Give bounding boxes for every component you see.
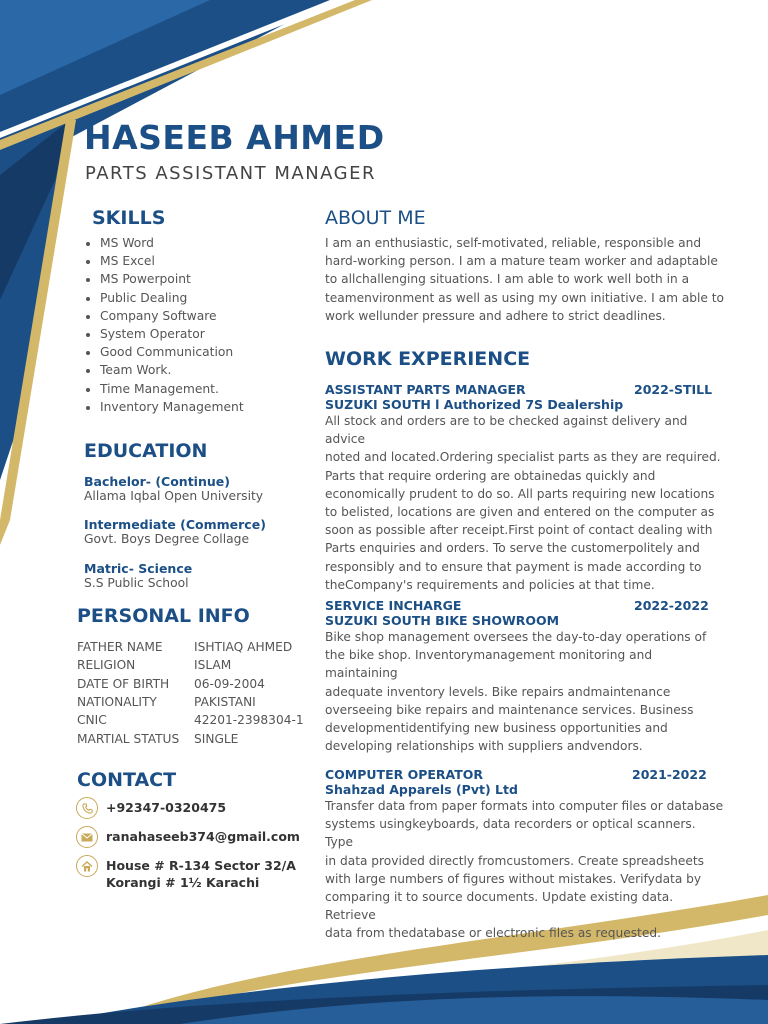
info-label: MARTIAL STATUS [77,732,180,746]
info-value: ISLAM [194,658,232,672]
info-label: CNIC [77,713,107,727]
education-item [84,474,263,503]
text-line: theCompany's requirements and policies at that time. [325,577,655,592]
text-line: data from thedatabase or electronic files as requested. [325,926,661,941]
contact-phone [76,797,226,819]
education-school: Allama Iqbal Open University [84,489,264,503]
job-company: Shahzad Apparels (Pvt) Ltd [325,782,518,797]
list-item: • Time Management. [100,380,244,398]
address [106,855,296,891]
text-line: developmentidentifying new business opportunities and [325,721,668,736]
text-line: to belisted, locations are given and entered on the computer as [325,505,715,520]
list-item: • MS Excel [100,252,244,270]
job-dates: 2021-2022 [632,767,707,782]
job-entry [325,767,725,943]
text-line: economically prudent to do so. All parts requiring new locations [325,486,715,501]
education-item [84,517,266,546]
about-text [325,234,725,325]
text-line: hard-working person. I am a mature team worker and adaptable [325,254,718,269]
skills-list [84,234,244,416]
job-description [325,628,725,755]
info-value: 06-09-2004 [194,677,265,691]
job-entry [325,598,725,755]
job-company: SUZUKI SOUTH BIKE SHOWROOM [325,613,560,628]
contact-address [76,855,296,891]
text-line: I am an enthusiastic, self-motivated, reliable, responsible and [325,236,702,250]
info-label: RELIGION [77,658,136,672]
info-label: DATE OF BIRTH [77,677,170,691]
job-dates: 2022-2022 [634,598,709,613]
job-description [325,412,725,594]
text-line: adequate inventory levels. Bike repairs andmaintenance [325,684,671,699]
list-item: • Team Work. [100,361,244,379]
job-company: SUZUKI SOUTH l Authorized 7S Dealership [325,397,624,412]
email-address[interactable]: ranahaseeb374@gmail.com [106,829,300,844]
text-line: Bike shop management oversees the day-to-day operations of [325,630,707,644]
contact-email [76,826,300,848]
work-experience-heading: WORK EXPERIENCE [325,348,531,370]
job-entry [325,382,725,594]
info-value: ISHTIAQ AHMED [194,640,293,654]
text-line: responsibly and to ensure that payment is made according to [325,559,702,574]
list-item: • Company Software [100,307,244,325]
text-line: teamenvironment as well as using my own initiative. I am able to [325,290,725,305]
info-value: PAKISTANI [194,695,256,709]
skills-heading: SKILLS [92,207,166,229]
phone-icon [76,797,98,819]
education-degree: Matric- Science [84,561,193,576]
education-degree: Bachelor- (Continue) [84,474,230,489]
education-school: S.S Public School [84,576,189,590]
text-line: overseeing bike repairs and maintenance services. Business [325,702,694,717]
education-degree: Intermediate (Commerce) [84,517,266,532]
phone-number: +92347-0320475 [106,800,227,815]
text-line: with large numbers of figures without mistakes. Verifydata by [325,871,702,886]
text-line: systems usingkeyboards, data recorders or optical scanners. Type [325,817,696,850]
job-title: SERVICE INCHARGE [325,598,462,613]
text-line: developing relationships with suppliers andvendors. [325,739,643,754]
text-line: the bike shop. Inventorymanagement monitoring and maintaining [325,648,653,681]
candidate-title: PARTS ASSISTANT MANAGER [85,163,376,184]
education-heading: EDUCATION [84,440,208,462]
job-dates: 2022-STILL [634,382,713,397]
home-icon [76,855,98,877]
info-label: NATIONALITY [77,695,157,709]
text-line: Parts enquiries and orders. To serve the customerpolitely and [325,541,700,556]
list-item: • System Operator [100,325,244,343]
education-item [84,561,192,590]
info-value: SINGLE [194,732,239,746]
job-description [325,797,725,943]
text-line: Parts that require ordering are obtainedas quickly and [325,468,656,483]
list-item: • Good Communication [100,343,244,361]
job-title: COMPUTER OPERATOR [325,767,484,782]
list-item: • MS Word [100,234,244,252]
personal-info-heading: PERSONAL INFO [77,605,250,627]
list-item: • MS Powerpoint [100,270,244,288]
candidate-name: HASEEB AHMED [84,118,385,157]
list-item: • Inventory Management [100,398,244,416]
email-icon [76,826,98,848]
info-label: FATHER NAME [77,640,163,654]
list-item: • Public Dealing [100,289,244,307]
text-line: noted and located.Ordering specialist parts as they are required. [325,450,721,465]
job-title: ASSISTANT PARTS MANAGER [325,382,526,397]
text-line: to allchallenging situations. I am able to work well both in a [325,272,690,287]
address-line: House # R-134 Sector 32/A [106,858,296,873]
address-line: Korangi # 1½ Karachi [106,875,260,890]
text-line: work wellunder pressure and adhere to strict deadlines. [325,308,666,323]
about-heading: ABOUT ME [325,207,426,229]
text-line: Transfer data from paper formats into computer files or database [325,799,724,813]
info-value: 42201-2398304-1 [194,713,304,727]
text-line: in data provided directly fromcustomers. Create spreadsheets [325,853,704,868]
text-line: comparing it to source documents. Update existing data. Retrieve [325,890,674,923]
text-line: All stock and orders are to be checked against delivery and advice [325,414,688,447]
text-line: soon as possible after receipt.First point of contact dealing with [325,523,713,538]
education-school: Govt. Boys Degree Collage [84,532,250,546]
contact-heading: CONTACT [77,769,177,791]
